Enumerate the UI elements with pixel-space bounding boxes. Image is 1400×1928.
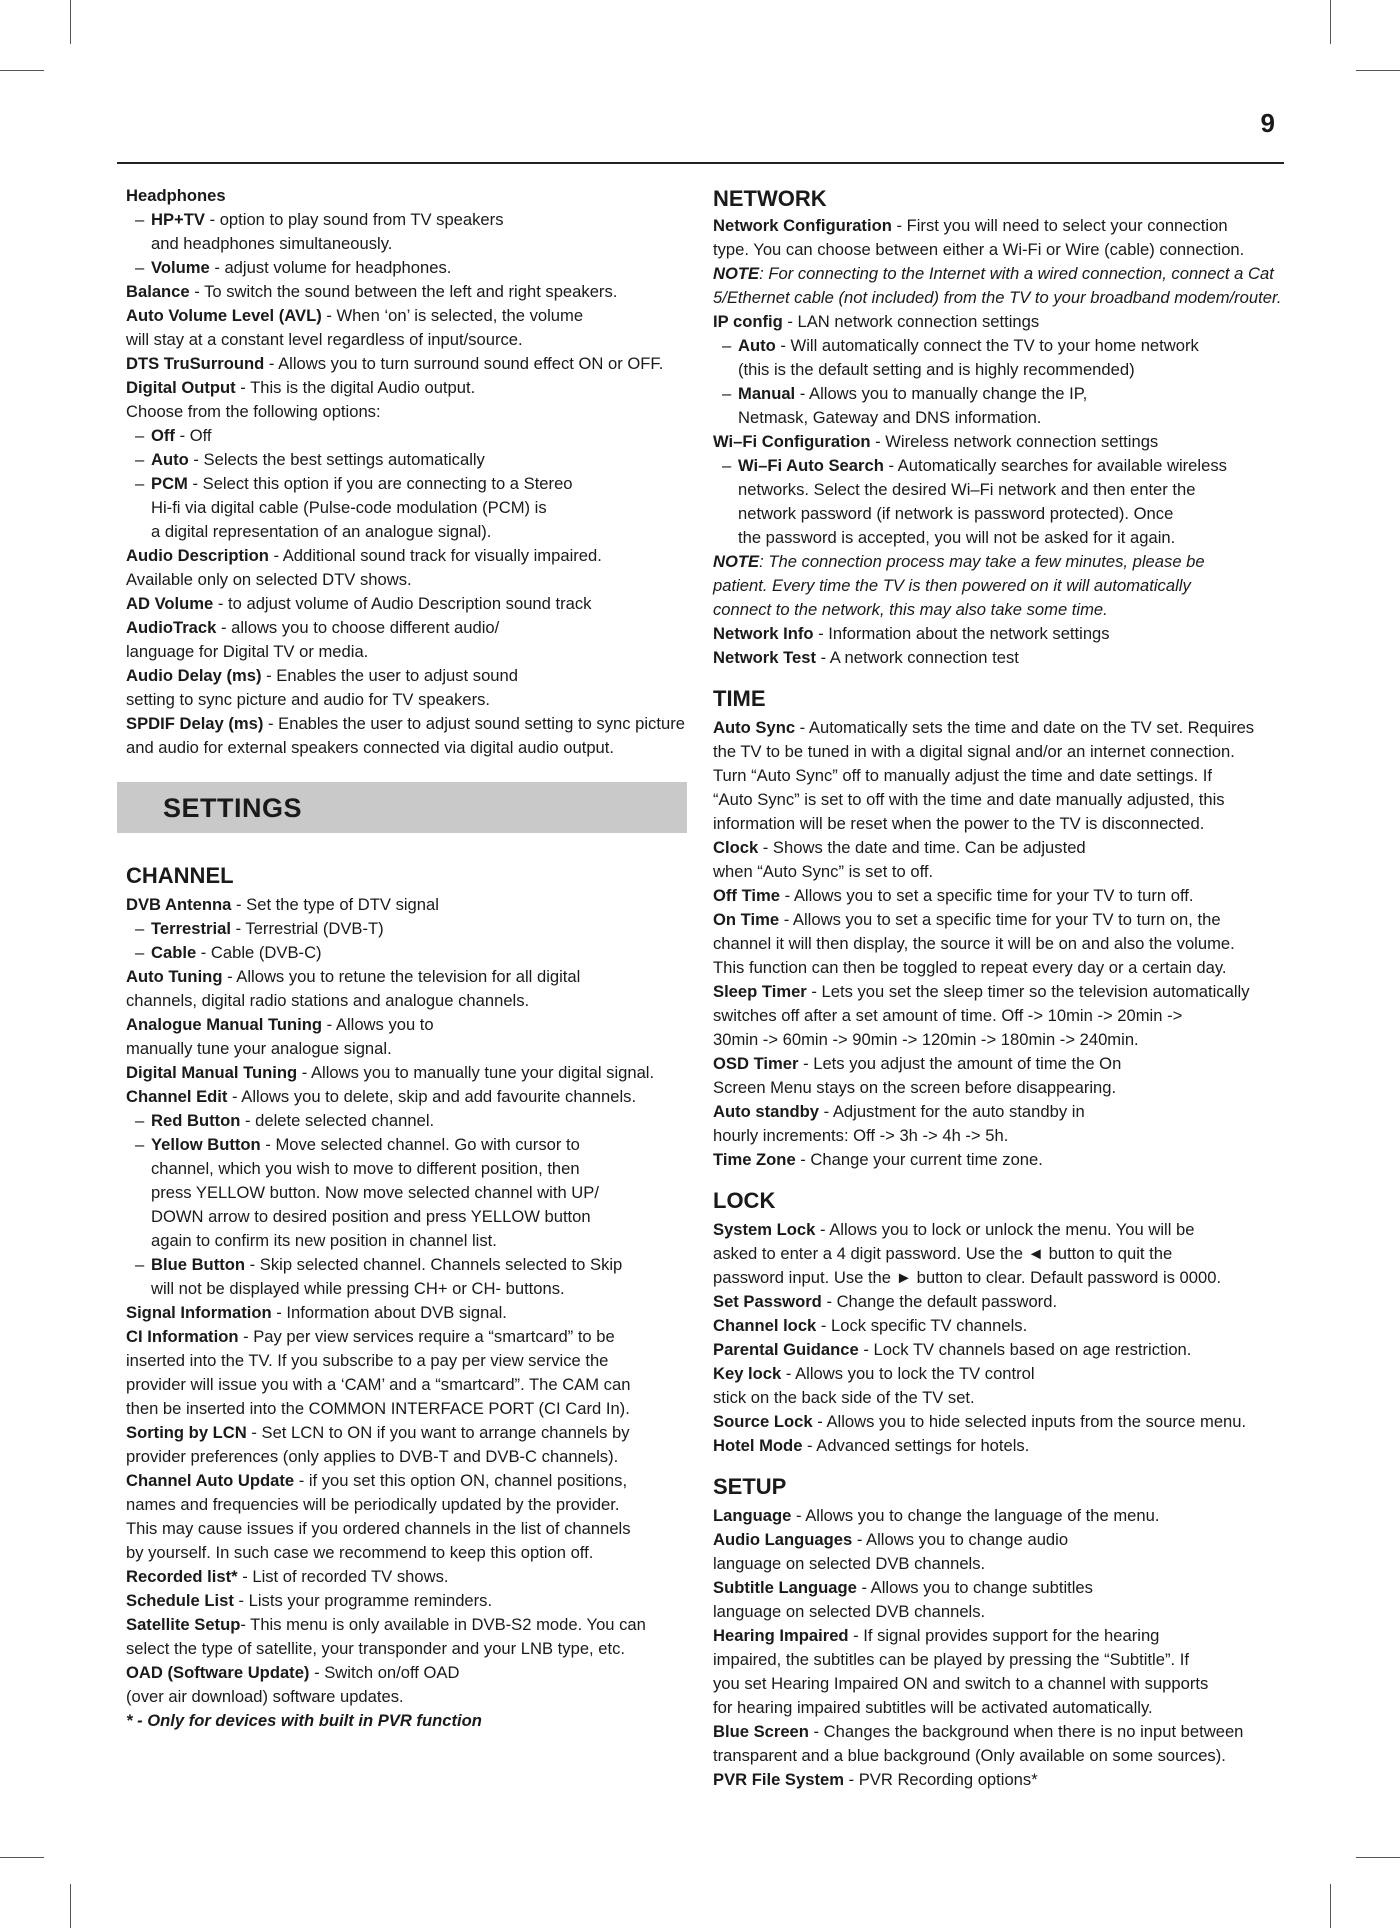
setting-entry: Network Info - Information about the network settings (713, 624, 1110, 643)
setting-entry: Auto Sync - Automatically sets the time and date on the TV set. Requires (713, 718, 1255, 737)
setting-entry: Wi–Fi Configuration - Wireless network connection settings (713, 432, 1159, 451)
setting-entry: Off Time - Allows you to set a specific time for your TV to turn off. (713, 886, 1194, 905)
crop-mark (70, 1884, 71, 1928)
channel-heading: CHANNEL (126, 863, 234, 888)
setting-entry: On Time - Allows you to set a specific time for your TV to turn on, the (713, 910, 1221, 929)
setting-entry: Satellite Setup- This menu is only available in DVB-S2 mode. You can (126, 1615, 646, 1634)
list-item: – Volume - adjust volume for headphones. (135, 258, 452, 277)
list-item: – PCM - Select this option if you are connecting to a Stereo (135, 474, 573, 493)
setting-entry-cont: you set Hearing Impaired ON and switch to a channel with supports (713, 1674, 1209, 1693)
setting-entry-cont: 30min -> 60min -> 90min -> 120min -> 180min -> 240min. (713, 1030, 1139, 1049)
list-item-cont: the password is accepted, you will not be asked for it again. (738, 528, 1176, 547)
setting-entry: Clock - Shows the date and time. Can be adjusted (713, 838, 1086, 857)
setting-entry-cont: by yourself. In such case we recommend to keep this option off. (126, 1543, 594, 1562)
list-item: – Red Button - delete selected channel. (135, 1111, 435, 1130)
setting-entry-cont: switches off after a set amount of time. Off -> 10min -> 20min -> (713, 1006, 1183, 1025)
settings-title: SETTINGS (163, 792, 303, 823)
headphones-heading: Headphones (126, 186, 226, 205)
crop-mark (1356, 70, 1400, 71)
list-item-cont: network password (if network is password protected). Once (738, 504, 1174, 523)
setting-entry: Audio Delay (ms) - Enables the user to adjust sound (126, 666, 518, 685)
setting-entry: Auto Tuning - Allows you to retune the television for all digital (126, 967, 581, 986)
setting-entry-cont: This function can then be toggled to repeat every day or a certain day. (713, 958, 1227, 977)
setting-entry-cont: provider will issue you with a ‘CAM’ and a “smartcard”. The CAM can (126, 1375, 631, 1394)
setting-entry: System Lock - Allows you to lock or unlock the menu. You will be (713, 1220, 1195, 1239)
crop-mark (1356, 1857, 1400, 1858)
list-item-cont: and headphones simultaneously. (151, 234, 393, 253)
left-column (126, 184, 698, 1733)
setting-entry-cont: Screen Menu stays on the screen before disappearing. (713, 1078, 1117, 1097)
setting-entry: OAD (Software Update) - Switch on/off OAD (126, 1663, 460, 1682)
setting-entry: PVR File System - PVR Recording options* (713, 1770, 1038, 1789)
setting-entry-cont: language on selected DVB channels. (713, 1554, 986, 1573)
setting-entry-cont: password input. Use the ► button to clear. Default password is 0000. (713, 1268, 1222, 1287)
setting-entry: Network Test - A network connection test (713, 648, 1019, 667)
setting-entry-cont: when “Auto Sync” is set to off. (713, 862, 934, 881)
setting-entry: Signal Information - Information about DVB signal. (126, 1303, 507, 1322)
setting-entry: Blue Screen - Changes the background when there is no input between (713, 1722, 1244, 1741)
setting-entry: Key lock - Allows you to lock the TV control (713, 1364, 1035, 1383)
network-heading: NETWORK (713, 186, 827, 211)
setting-entry: Hotel Mode - Advanced settings for hotels. (713, 1436, 1030, 1455)
list-item-cont: will not be displayed while pressing CH+ or CH- buttons. (151, 1279, 565, 1298)
setting-entry: Auto Volume Level (AVL) - When ‘on’ is selected, the volume (126, 306, 584, 325)
time-heading: TIME (713, 686, 766, 711)
crop-mark (0, 70, 44, 71)
setting-entry: Analogue Manual Tuning - Allows you to (126, 1015, 434, 1034)
list-item: – Yellow Button - Move selected channel. Go with cursor to (135, 1135, 580, 1154)
setting-entry: IP config - LAN network connection settings (713, 312, 1040, 331)
setting-entry: Channel Edit - Allows you to delete, skip and add favourite channels. (126, 1087, 637, 1106)
list-item: – Manual - Allows you to manually change the IP, (722, 384, 1088, 403)
right-column (713, 184, 1287, 1792)
setting-entry: Channel lock - Lock specific TV channels. (713, 1316, 1028, 1335)
setting-entry-cont: “Auto Sync” is set to off with the time and date manually adjusted, this (713, 790, 1225, 809)
setting-entry: Parental Guidance - Lock TV channels based on age restriction. (713, 1340, 1192, 1359)
setting-entry: Recorded list* - List of recorded TV shows. (126, 1567, 449, 1586)
setting-entry: Hearing Impaired - If signal provides support for the hearing (713, 1626, 1160, 1645)
setting-entry-cont: language on selected DVB channels. (713, 1602, 986, 1621)
lock-heading: LOCK (713, 1188, 776, 1213)
list-item-cont: channel, which you wish to move to different position, then (151, 1159, 580, 1178)
setting-entry-cont: stick on the back side of the TV set. (713, 1388, 975, 1407)
note-cont: patient. Every time the TV is then powered on it will automatically (713, 576, 1191, 595)
setting-entry: Audio Languages - Allows you to change audio (713, 1530, 1069, 1549)
setting-entry: Sorting by LCN - Set LCN to ON if you want to arrange channels by (126, 1423, 630, 1442)
list-item: – Terrestrial - Terrestrial (DVB-T) (135, 919, 384, 938)
note: NOTE: The connection process may take a few minutes, please be (713, 552, 1205, 571)
setting-entry-cont: impaired, the subtitles can be played by pressing the “Subtitle”. If (713, 1650, 1189, 1669)
setting-entry: Set Password - Change the default password. (713, 1292, 1058, 1311)
setting-entry: AD Volume - to adjust volume of Audio Description sound track (126, 594, 592, 613)
setting-entry-cont: (over air download) software updates. (126, 1687, 404, 1706)
setting-entry-cont: channel it will then display, the source it will be on and also the volume. (713, 934, 1235, 953)
list-item: – Wi–Fi Auto Search - Automatically searches for available wireless (722, 456, 1227, 475)
setting-entry-cont: transparent and a blue background (Only available on some sources). (713, 1746, 1226, 1765)
setting-entry: Schedule List - Lists your programme reminders. (126, 1591, 493, 1610)
setting-entry: Channel Auto Update - if you set this option ON, channel positions, (126, 1471, 628, 1490)
pvr-footnote: * - Only for devices with built in PVR function (126, 1711, 482, 1730)
setting-entry: Source Lock - Allows you to hide selected inputs from the source menu. (713, 1412, 1247, 1431)
setting-entry-cont: type. You can choose between either a Wi-Fi or Wire (cable) connection. (713, 240, 1245, 259)
note-cont: connect to the network, this may also take some time. (713, 600, 1108, 619)
setting-entry-cont: and audio for external speakers connected via digital audio output. (126, 738, 615, 757)
page-number: 9 (1260, 108, 1275, 138)
list-item: – Off - Off (135, 426, 212, 445)
setting-entry-cont: names and frequencies will be periodically updated by the provider. (126, 1495, 620, 1514)
setting-entry-cont: Turn “Auto Sync” off to manually adjust the time and date settings. If (713, 766, 1212, 785)
list-item: – Auto - Will automatically connect the TV to your home network (722, 336, 1199, 355)
setting-entry: Time Zone - Change your current time zone. (713, 1150, 1043, 1169)
setting-entry-cont: channels, digital radio stations and analogue channels. (126, 991, 530, 1010)
setting-entry-cont: the TV to be tuned in with a digital signal and/or an internet connection. (713, 742, 1235, 761)
crop-mark (70, 0, 71, 44)
setting-entry-cont: information will be reset when the power to the TV is disconnected. (713, 814, 1205, 833)
setting-entry: Audio Description - Additional sound track for visually impaired. (126, 546, 602, 565)
setting-entry: SPDIF Delay (ms) - Enables the user to adjust sound setting to sync picture (126, 714, 685, 733)
list-item: – Cable - Cable (DVB-C) (135, 943, 322, 962)
note: NOTE: For connecting to the Internet with a wired connection, connect a Cat (713, 264, 1274, 283)
setting-entry-cont: Available only on selected DTV shows. (126, 570, 412, 589)
setting-entry: Subtitle Language - Allows you to change subtitles (713, 1578, 1093, 1597)
list-item-cont: Netmask, Gateway and DNS information. (738, 408, 1042, 427)
setting-entry-cont: then be inserted into the COMMON INTERFACE PORT (CI Card In). (126, 1399, 630, 1418)
note-cont: 5/Ethernet cable (not included) from the TV to your broadband modem/router. (713, 288, 1282, 307)
list-item-cont: again to confirm its new position in channel list. (151, 1231, 497, 1250)
crop-mark (1330, 0, 1331, 44)
crop-mark (0, 1857, 44, 1858)
setting-entry-cont: hourly increments: Off -> 3h -> 4h -> 5h. (713, 1126, 1009, 1145)
setting-entry: DTS TruSurround - Allows you to turn surround sound effect ON or OFF. (126, 354, 664, 373)
setting-entry: Auto standby - Adjustment for the auto standby in (713, 1102, 1085, 1121)
setting-entry: Language - Allows you to change the language of the menu. (713, 1506, 1160, 1525)
setting-entry: Balance - To switch the sound between the left and right speakers. (126, 282, 618, 301)
setting-entry: Digital Manual Tuning - Allows you to manually tune your digital signal. (126, 1063, 655, 1082)
header-rule (117, 162, 1284, 164)
list-item: – Auto - Selects the best settings automatically (135, 450, 485, 469)
setting-entry: Sleep Timer - Lets you set the sleep timer so the television automatically (713, 982, 1250, 1001)
crop-mark (1330, 1884, 1331, 1928)
list-item-cont: press YELLOW button. Now move selected channel with UP/ (151, 1183, 599, 1202)
list-item-cont: (this is the default setting and is highly recommended) (738, 360, 1135, 379)
list-item: – HP+TV - option to play sound from TV speakers (135, 210, 504, 229)
setting-entry-cont: will stay at a constant level regardless of input/source. (126, 330, 523, 349)
setting-entry-cont: select the type of satellite, your transponder and your LNB type, etc. (126, 1639, 626, 1658)
setting-entry: Network Configuration - First you will need to select your connection (713, 216, 1228, 235)
setup-heading: SETUP (713, 1474, 787, 1499)
setting-entry-cont: manually tune your analogue signal. (126, 1039, 392, 1058)
setting-entry-cont: Choose from the following options: (126, 402, 381, 421)
setting-entry-cont: asked to enter a 4 digit password. Use the ◄ button to quit the (713, 1244, 1173, 1263)
settings-banner (117, 782, 687, 833)
list-item-cont: networks. Select the desired Wi–Fi network and then enter the (738, 480, 1196, 499)
setting-entry-cont: provider preferences (only applies to DVB-T and DVB-C channels). (126, 1447, 619, 1466)
list-item-cont: Hi-fi via digital cable (Pulse-code modulation (PCM) is (151, 498, 547, 517)
list-item: – Blue Button - Skip selected channel. Channels selected to Skip (135, 1255, 623, 1274)
setting-entry: AudioTrack - allows you to choose different audio/ (126, 618, 500, 637)
setting-entry-cont: setting to sync picture and audio for TV speakers. (126, 690, 491, 709)
setting-entry: Digital Output - This is the digital Audio output. (126, 378, 476, 397)
setting-entry-cont: inserted into the TV. If you subscribe to a pay per view service the (126, 1351, 609, 1370)
setting-entry: CI Information - Pay per view services require a “smartcard” to be (126, 1327, 615, 1346)
setting-entry-cont: This may cause issues if you ordered channels in the list of channels (126, 1519, 631, 1538)
setting-entry-cont: language for Digital TV or media. (126, 642, 369, 661)
setting-entry-cont: for hearing impaired subtitles will be activated automatically. (713, 1698, 1153, 1717)
list-item-cont: DOWN arrow to desired position and press YELLOW button (151, 1207, 591, 1226)
setting-entry: OSD Timer - Lets you adjust the amount of time the On (713, 1054, 1122, 1073)
setting-entry: DVB Antenna - Set the type of DTV signal (126, 895, 439, 914)
list-item-cont: a digital representation of an analogue signal). (151, 522, 492, 541)
